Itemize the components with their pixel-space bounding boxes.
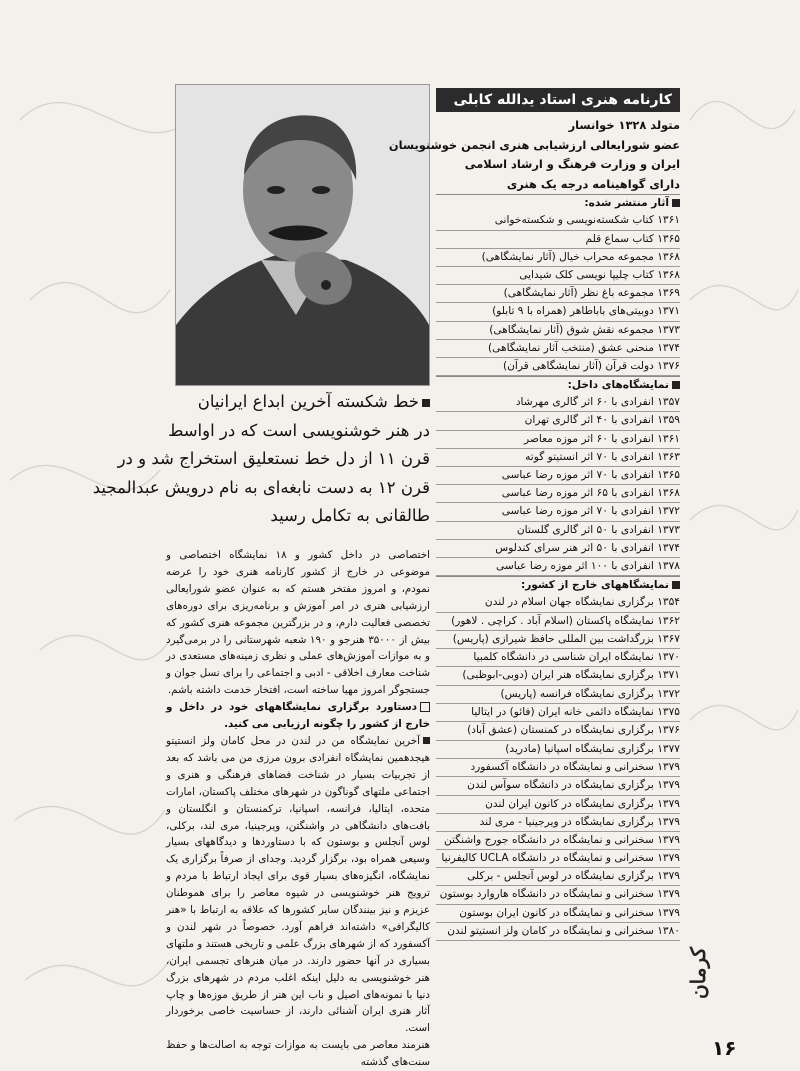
portrait-photo [175, 84, 430, 386]
list-item: ۱۳۶۵ کتاب سماع قلم [436, 231, 680, 249]
list-item: ۱۳۷۹ سخنرانی و نمایشگاه در دانشگاه جورج واشنگتن [436, 832, 680, 850]
list-item: ۱۳۷۵ نمایشگاه دائمی خانه ایران (فائو) در ایتالیا [436, 704, 680, 722]
lead-line: خط شکسته آخرین ابداع ایرانیان [166, 388, 430, 417]
intro-line: دارای گواهینامه درجه یک هنری [506, 176, 680, 191]
list-item: ۱۳۶۸ کتاب چلیپا نویسی کلک شیدایی [436, 267, 680, 285]
list-item: ۱۳۷۹ برگزاری نمایشگاه در لوس آنجلس - برکلی [436, 868, 680, 886]
body-paragraph: اختصاصی در داخل کشور و ۱۸ نمایشگاه اختصاصی و موضوعی در خارج از کشور کارنامه هنری خود را عرضه نمودم، و امروز مفتخر هستم که به عنوان عضو شورایعالی ارزشیابی هنری در امر آموزش و برنامه‌ریزی برای دوره‌های تخصصی فعالیت دارم، و در بزرگترین مجموعه هنری کشور که بیش از ۳۵۰۰۰ هنرجو و ۱۹۰ شعبه شهرستانی را در برمی‌گیرد و به موازات آموزش‌های عملی و نظری زمینه‌های مستعدی در شناخت معارف اخلاقی - ادبی و اجتماعی را برای نسل جوان و جستجوگر امروز مهیا ساخته است، افتخار خدمت داشته باشم. [166, 549, 430, 697]
page-number: ۱۶ [712, 1036, 737, 1060]
list-item: ۱۳۷۹ سخنرانی و نمایشگاه در دانشگاه هاروارد بوستون [436, 886, 680, 904]
intro-line: متولد ۱۳۲۸ خوانسار [568, 118, 680, 132]
foreign-list [436, 594, 680, 941]
lead-line: طالقانی به تکامل رسید [270, 506, 430, 526]
bio-intro [388, 116, 680, 194]
section-heading-domestic: نمایشگاه‌های داخل: [436, 376, 680, 394]
list-item: ۱۳۷۳ انفرادی با ۵۰ اثر گالری گلستان [436, 522, 680, 540]
lead-line: در هنر خوشنویسی است که در اواسط [168, 420, 430, 440]
body-paragraph: هنرمند معاصر می بایست به موازات توجه به اصالت‌ها و حفظ سنت‌های گذشته [166, 1039, 430, 1069]
square-bullet-icon [672, 381, 680, 389]
list-item: ۱۳۶۸ انفرادی با ۶۵ اثر موزه رضا عباسی [436, 485, 680, 503]
list-item: ۱۳۸۰ سخنرانی و نمایشگاه در کامان ولز انستیتو لندن [436, 923, 680, 941]
intro-line: ایران و وزارت فرهنگ و ارشاد اسلامی [464, 157, 680, 172]
list-item: ۱۳۵۷ انفرادی با ۶۰ اثر گالری مهرشاد [436, 394, 680, 412]
list-item: ۱۳۷۹ سخنرانی و نمایشگاه در دانشگاه آکسفورد [436, 759, 680, 777]
list-item: ۱۳۷۹ برگزاری نمایشگاه در کانون ایران لندن [436, 796, 680, 814]
list-item: ۱۳۷۷ برگزاری نمایشگاه اسپانیا (مادرید) [436, 741, 680, 759]
square-bullet-icon [423, 737, 430, 744]
list-item: ۱۳۶۵ انفرادی با ۷۰ اثر موزه رضا عباسی [436, 467, 680, 485]
list-item: ۱۳۵۹ انفرادی با ۴۰ اثر گالری تهران [436, 412, 680, 430]
list-item: ۱۳۷۱ برگزاری نمایشگاه هنر ایران (دوبی-ابوظبی) [436, 667, 680, 685]
checkbox-bullet-icon [420, 702, 430, 712]
square-bullet-icon [422, 399, 430, 407]
list-item: ۱۳۶۱ انفرادی با ۶۰ اثر موزه معاصر [436, 431, 680, 449]
list-item: ۱۳۷۴ منحنی عشق (منتخب آثار نمایشگاهی) [436, 340, 680, 358]
section-heading-published: آثار منتشر شده: [436, 194, 680, 212]
list-item: ۱۳۷۹ برگزاری نمایشگاه در ویرجینیا - مری لند [436, 814, 680, 832]
list-item: ۱۳۶۹ مجموعه باغ نظر (آثار نمایشگاهی) [436, 285, 680, 303]
published-list [436, 212, 680, 376]
list-item: ۱۳۷۸ انفرادی با ۱۰۰ اثر موزه رضا عباسی [436, 558, 680, 576]
list-item: ۱۳۷۳ مجموعه نقش شوق (آثار نمایشگاهی) [436, 322, 680, 340]
bio-column [388, 88, 680, 1028]
domestic-list [436, 394, 680, 576]
list-item: ۱۳۷۶ دولت قرآن (آثار نمایشگاهی قرآن) [436, 358, 680, 376]
magazine-logo [683, 928, 727, 1018]
list-item: ۱۳۶۱ کتاب شکسته‌نویسی و شکسته‌خوانی [436, 212, 680, 230]
square-bullet-icon [672, 581, 680, 589]
lead-paragraph [92, 388, 430, 531]
section-heading-foreign: نمایشگاههای خارج از کشور: [436, 576, 680, 594]
list-item: ۱۳۷۱ دوبیتی‌های باباطاهر (همراه با ۹ تابلو) [436, 303, 680, 321]
bio-title: کارنامه‌ هنری استاد یدالله کابلی [436, 88, 680, 112]
square-bullet-icon [672, 199, 680, 207]
lead-line: قرن ۱۲ به دست نابغه‌ای به نام درویش عبدالمجید [92, 477, 430, 497]
list-item: ۱۳۵۴ برگزاری نمایشگاه جهان اسلام در لندن [436, 594, 680, 612]
interview-question: دستاورد برگزاری نمایشگاههای خود در داخل و خارج از کشور را چگونه ارزیابی می کنید. [166, 701, 430, 731]
list-item: ۱۳۶۳ انفرادی با ۷۰ اثر انستیتو گوته [436, 449, 680, 467]
list-item: ۱۳۷۲ برگزاری نمایشگاه فرانسه (پاریس) [436, 686, 680, 704]
logo-text: کرمان [686, 946, 710, 1000]
intro-line: عضو شورایعالی ارزشیابی هنری انجمن خوشنویسان [388, 137, 680, 152]
list-item: ۱۳۷۲ انفرادی با ۷۰ اثر موزه رضا عباسی [436, 503, 680, 521]
list-item: ۱۳۷۶ برگزاری نمایشگاه در کمنستان (عشق آباد) [436, 722, 680, 740]
list-item: ۱۳۷۰ نمایشگاه ایران شناسی در دانشگاه کلمبیا [436, 649, 680, 667]
list-item: ۱۳۶۸ مجموعه محراب خیال (آثار نمایشگاهی) [436, 249, 680, 267]
list-item: ۱۳۶۷ بزرگداشت بین المللی حافظ شیرازی (پاریس) [436, 631, 680, 649]
list-item: ۱۳۷۴ انفرادی با ۵۰ اثر هنر سرای کندلوس [436, 540, 680, 558]
list-item: ۱۳۷۹ برگزاری نمایشگاه در دانشگاه سوآس لندن [436, 777, 680, 795]
list-item: ۱۳۷۹ سخنرانی و نمایشگاه در کانون ایران بوستون [436, 905, 680, 923]
body-paragraph: آخرین نمایشگاه من در لندن در محل کامان ولز انستیتو هیجدهمین نمایشگاه انفرادی برون مرزی من می باشد که بعد از تجربیات بسیار در شناخت فضاهای فرهنگی و هنری و اجتماعی ملتهای گوناگون در شهرهای مختلف پاکستان، امارات متحده، ایتالیا، فرانسه، اسپانیا، ترکمنستان و انگلستان و بافت‌های دانشگاهی در واشنگتن، ویرجینیا، مری لند، برکلی، لوس آنجلس و بوستون که با دستاوردها و دیدگاههای بسیار وسیعی همراه بود، برگزار گردید. وجدای از صرفاً برگزاری یک نمایشگاه، انگیزه‌های بسیار قوی برای ایجاد ارتباط با مردم و ترویج هنر خوشنویسی در شیوه معاصر را برای هموطنان عزیزم و نیز بینندگان سایر کشورها که علاقه به ارتباط با «هنر کالیگرافی» داشته‌اند فراهم آورد. خصوصاً در شهر لندن و آکسفورد که از شهرهای بزرگ علمی و تاریخی هستند و ملتهای بسیاری در آنها حضور دارند. در میان هنرهای تجسمی ایران، هنر خوشنویسی به دلیل اینکه اغلب مردم در شهرهای بزرگ دنیا با نمونه‌های اصیل و ناب این هنر از طریق موزه‌ها و چاپ آثار هنری ایران آشنائی دارند، از حساسیت خاصی برخوردار است. [166, 734, 430, 1035]
list-item: ۱۳۷۹ سخنرانی و نمایشگاه در دانشگاه UCLA کالیفرنیا [436, 850, 680, 868]
article-body [166, 547, 430, 1071]
lead-line: قرن ۱۱ از دل خط نستعلیق استخراج شد و در [117, 449, 430, 469]
list-item: ۱۳۶۲ نمایشگاه پاکستان (اسلام آباد . کراچی . لاهور) [436, 613, 680, 631]
